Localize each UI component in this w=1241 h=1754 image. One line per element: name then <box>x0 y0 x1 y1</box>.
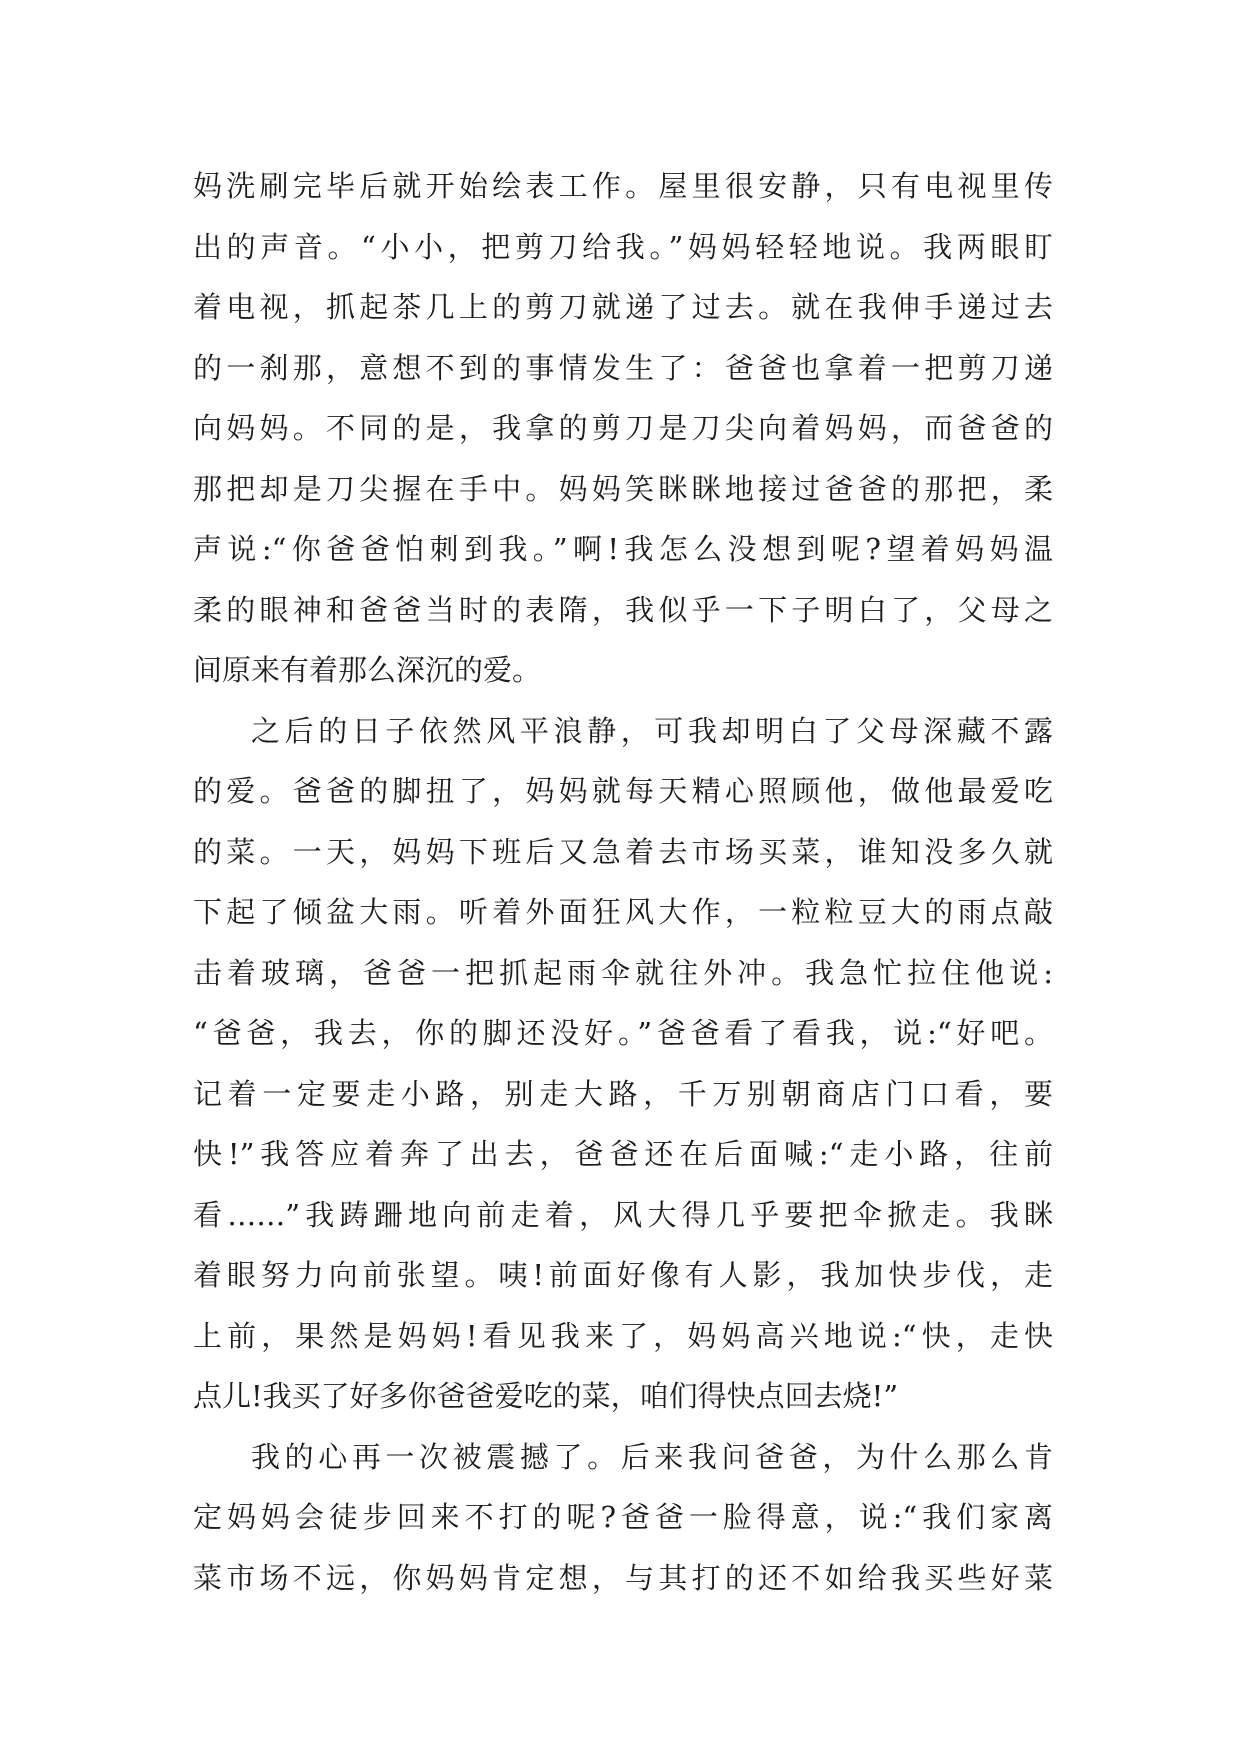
paragraph <box>193 701 1053 1427</box>
text-line: 我的心再一次被震撼了。后来我问爸爸，为什么那么肯 <box>251 1439 1053 1474</box>
text-line: 出的声音。“小小，把剪刀给我。”妈妈轻轻地说。我两眼盯 <box>193 229 1053 264</box>
text-line: 间原来有着那么深沉的爱。 <box>193 653 542 687</box>
text-line: 声说:“你爸爸怕刺到我。”啊!我怎么没想到呢?望着妈妈温 <box>193 532 1053 566</box>
text-line: 菜市场不远，你妈妈肯定想，与其打的还不如给我买些好菜 <box>193 1560 1053 1595</box>
text-line: “爸爸，我去，你的脚还没好。”爸爸看了看我，说:“好吧。 <box>193 1016 1053 1050</box>
text-line: 的菜。一天，妈妈下班后又急着去市场买菜，谁知没多久就 <box>193 834 1053 869</box>
text-line: 下起了倾盆大雨。听着外面狂风大作，一粒粒豆大的雨点敲 <box>193 895 1053 929</box>
text-line: 着眼努力向前张望。咦!前面好像有人影，我加快步伐，走 <box>193 1258 1053 1292</box>
text-line: 点儿!我买了好多你爸爸爱吃的菜，咱们得快点回去烧!” <box>193 1379 899 1413</box>
text-line: 快!”我答应着奔了出去，爸爸还在后面喊:“走小路，往前 <box>193 1137 1053 1171</box>
text-line: 记着一定要走小路，别走大路，千万别朝商店门口看，要 <box>193 1076 1053 1111</box>
paragraph <box>193 156 1053 701</box>
text-line: 上前，果然是妈妈!看见我来了，妈妈高兴地说:“快，走快 <box>193 1318 1053 1353</box>
text-line: 定妈妈会徒步回来不打的呢?爸爸一脸得意，说:“我们家离 <box>193 1500 1053 1534</box>
text-line: 的爱。爸爸的脚扭了，妈妈就每天精心照顾他，做他最爱吃 <box>193 774 1053 808</box>
text-line: 柔的眼神和爸爸当时的表隋，我似乎一下子明白了，父母之 <box>193 592 1053 627</box>
text-line: 向妈妈。不同的是，我拿的剪刀是刀尖向着妈妈，而爸爸的 <box>193 411 1053 445</box>
text-line: 那把却是刀尖握在手中。妈妈笑眯眯地接过爸爸的那把，柔 <box>193 471 1053 506</box>
text-line: 看……”我踌跚地向前走着，风大得几乎要把伞掀走。我眯 <box>193 1197 1053 1232</box>
body-text <box>193 156 1053 1608</box>
text-line: 击着玻璃，爸爸一把抓起雨伞就往外冲。我急忙拉住他说: <box>193 955 1053 990</box>
text-line: 妈洗刷完毕后就开始绘表工作。屋里很安静，只有电视里传 <box>193 169 1053 203</box>
text-line: 着电视，抓起茶几上的剪刀就递了过去。就在我伸手递过去 <box>193 290 1053 324</box>
paragraph <box>193 1427 1053 1609</box>
text-line: 的一刹那，意想不到的事情发生了：爸爸也拿着一把剪刀递 <box>193 350 1053 385</box>
text-line: 之后的日子依然风平浪静，可我却明白了父母深藏不露 <box>251 713 1053 748</box>
